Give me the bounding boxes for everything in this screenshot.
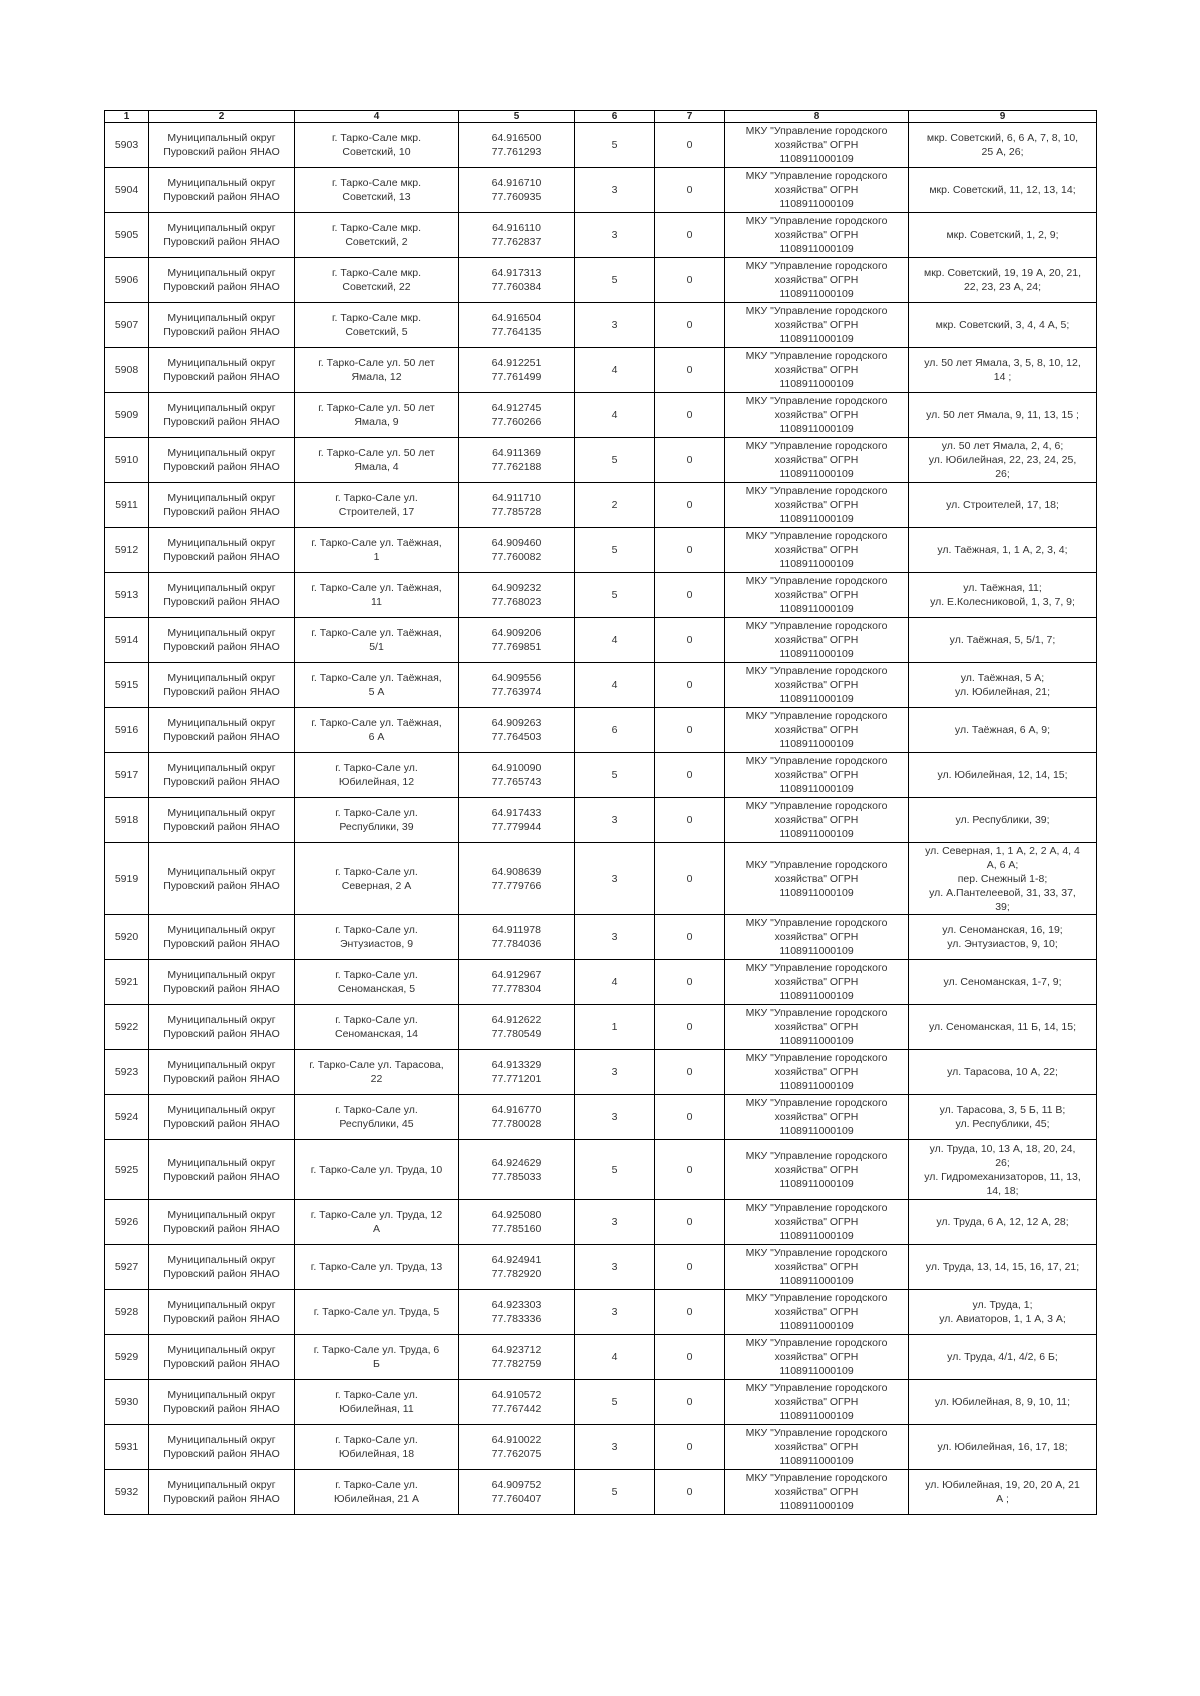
address-cell: г. Тарко-Сале ул. Республики, 39 bbox=[295, 798, 459, 843]
table-row bbox=[105, 1335, 1097, 1380]
registry-table bbox=[104, 110, 1097, 1515]
served-addresses-cell: ул. Северная, 1, 1 А, 2, 2 А, 4, 4 А, 6 А; пер. Снежный 1-8; ул. А.Пантелеевой, 31, 33, 37, 39; bbox=[909, 843, 1097, 915]
count-cell: 4 bbox=[575, 618, 655, 663]
volume-cell: 0 bbox=[655, 708, 725, 753]
volume-cell: 0 bbox=[655, 1380, 725, 1425]
row-number-cell: 5930 bbox=[105, 1380, 149, 1425]
served-addresses-cell: ул. Республики, 39; bbox=[909, 798, 1097, 843]
table-row bbox=[105, 123, 1097, 168]
district-cell: Муниципальный округ Пуровский район ЯНАО bbox=[149, 1005, 295, 1050]
address-cell: г. Тарко-Сале мкр. Советский, 5 bbox=[295, 303, 459, 348]
organization-cell: МКУ "Управление городского хозяйства" ОГРН 1108911000109 bbox=[725, 348, 909, 393]
district-cell: Муниципальный округ Пуровский район ЯНАО bbox=[149, 1335, 295, 1380]
coordinates-cell: 64.917313 77.760384 bbox=[459, 258, 575, 303]
address-cell: г. Тарко-Сале ул. Таёжная, 5 А bbox=[295, 663, 459, 708]
address-cell: г. Тарко-Сале ул. Таёжная, 5/1 bbox=[295, 618, 459, 663]
column-header: 9 bbox=[909, 111, 1097, 123]
organization-cell: МКУ "Управление городского хозяйства" ОГРН 1108911000109 bbox=[725, 1425, 909, 1470]
district-cell: Муниципальный округ Пуровский район ЯНАО bbox=[149, 708, 295, 753]
served-addresses-cell: ул. Таёжная, 11; ул. Е.Колесниковой, 1, 3, 7, 9; bbox=[909, 573, 1097, 618]
address-cell: г. Тарко-Сале ул. Энтузиастов, 9 bbox=[295, 915, 459, 960]
row-number-cell: 5908 bbox=[105, 348, 149, 393]
organization-cell: МКУ "Управление городского хозяйства" ОГРН 1108911000109 bbox=[725, 1050, 909, 1095]
volume-cell: 0 bbox=[655, 1245, 725, 1290]
served-addresses-cell: ул. Тарасова, 3, 5 Б, 11 В; ул. Республики, 45; bbox=[909, 1095, 1097, 1140]
count-cell: 3 bbox=[575, 798, 655, 843]
row-number-cell: 5924 bbox=[105, 1095, 149, 1140]
coordinates-cell: 64.912251 77.761499 bbox=[459, 348, 575, 393]
organization-cell: МКУ "Управление городского хозяйства" ОГРН 1108911000109 bbox=[725, 1095, 909, 1140]
count-cell: 1 bbox=[575, 1005, 655, 1050]
count-cell: 3 bbox=[575, 303, 655, 348]
coordinates-cell: 64.923712 77.782759 bbox=[459, 1335, 575, 1380]
volume-cell: 0 bbox=[655, 1050, 725, 1095]
row-number-cell: 5932 bbox=[105, 1470, 149, 1515]
volume-cell: 0 bbox=[655, 1425, 725, 1470]
volume-cell: 0 bbox=[655, 1140, 725, 1200]
volume-cell: 0 bbox=[655, 303, 725, 348]
organization-cell: МКУ "Управление городского хозяйства" ОГРН 1108911000109 bbox=[725, 528, 909, 573]
volume-cell: 0 bbox=[655, 348, 725, 393]
column-header: 6 bbox=[575, 111, 655, 123]
served-addresses-cell: мкр. Советский, 1, 2, 9; bbox=[909, 213, 1097, 258]
table-row bbox=[105, 915, 1097, 960]
row-number-cell: 5929 bbox=[105, 1335, 149, 1380]
organization-cell: МКУ "Управление городского хозяйства" ОГРН 1108911000109 bbox=[725, 213, 909, 258]
address-cell: г. Тарко-Сале ул. Республики, 45 bbox=[295, 1095, 459, 1140]
table-row bbox=[105, 1380, 1097, 1425]
address-cell: г. Тарко-Сале ул. Труда, 10 bbox=[295, 1140, 459, 1200]
coordinates-cell: 64.911710 77.785728 bbox=[459, 483, 575, 528]
organization-cell: МКУ "Управление городского хозяйства" ОГРН 1108911000109 bbox=[725, 1290, 909, 1335]
address-cell: г. Тарко-Сале ул. Юбилейная, 12 bbox=[295, 753, 459, 798]
coordinates-cell: 64.909460 77.760082 bbox=[459, 528, 575, 573]
coordinates-cell: 64.909556 77.763974 bbox=[459, 663, 575, 708]
coordinates-cell: 64.917433 77.779944 bbox=[459, 798, 575, 843]
served-addresses-cell: ул. 50 лет Ямала, 2, 4, 6; ул. Юбилейная, 22, 23, 24, 25, 26; bbox=[909, 438, 1097, 483]
organization-cell: МКУ "Управление городского хозяйства" ОГРН 1108911000109 bbox=[725, 123, 909, 168]
count-cell: 4 bbox=[575, 960, 655, 1005]
served-addresses-cell: ул. Таёжная, 1, 1 А, 2, 3, 4; bbox=[909, 528, 1097, 573]
volume-cell: 0 bbox=[655, 960, 725, 1005]
table-row bbox=[105, 438, 1097, 483]
served-addresses-cell: ул. Юбилейная, 19, 20, 20 А, 21 А ; bbox=[909, 1470, 1097, 1515]
count-cell: 6 bbox=[575, 708, 655, 753]
table-row bbox=[105, 1140, 1097, 1200]
organization-cell: МКУ "Управление городского хозяйства" ОГРН 1108911000109 bbox=[725, 843, 909, 915]
served-addresses-cell: ул. Таёжная, 5 А; ул. Юбилейная, 21; bbox=[909, 663, 1097, 708]
address-cell: г. Тарко-Сале ул. Труда, 13 bbox=[295, 1245, 459, 1290]
address-cell: г. Тарко-Сале мкр. Советский, 13 bbox=[295, 168, 459, 213]
coordinates-cell: 64.913329 77.771201 bbox=[459, 1050, 575, 1095]
column-header: 8 bbox=[725, 111, 909, 123]
organization-cell: МКУ "Управление городского хозяйства" ОГРН 1108911000109 bbox=[725, 1200, 909, 1245]
count-cell: 5 bbox=[575, 1470, 655, 1515]
served-addresses-cell: ул. 50 лет Ямала, 3, 5, 8, 10, 12, 14 ; bbox=[909, 348, 1097, 393]
address-cell: г. Тарко-Сале ул. Труда, 12 А bbox=[295, 1200, 459, 1245]
count-cell: 3 bbox=[575, 915, 655, 960]
organization-cell: МКУ "Управление городского хозяйства" ОГРН 1108911000109 bbox=[725, 1470, 909, 1515]
district-cell: Муниципальный округ Пуровский район ЯНАО bbox=[149, 753, 295, 798]
coordinates-cell: 64.910090 77.765743 bbox=[459, 753, 575, 798]
row-number-cell: 5912 bbox=[105, 528, 149, 573]
table-row bbox=[105, 213, 1097, 258]
coordinates-cell: 64.912967 77.778304 bbox=[459, 960, 575, 1005]
volume-cell: 0 bbox=[655, 483, 725, 528]
row-number-cell: 5913 bbox=[105, 573, 149, 618]
address-cell: г. Тарко-Сале ул. 50 лет Ямала, 9 bbox=[295, 393, 459, 438]
table-row bbox=[105, 1005, 1097, 1050]
volume-cell: 0 bbox=[655, 1005, 725, 1050]
volume-cell: 0 bbox=[655, 1290, 725, 1335]
coordinates-cell: 64.916110 77.762837 bbox=[459, 213, 575, 258]
table-row bbox=[105, 960, 1097, 1005]
organization-cell: МКУ "Управление городского хозяйства" ОГРН 1108911000109 bbox=[725, 663, 909, 708]
row-number-cell: 5921 bbox=[105, 960, 149, 1005]
district-cell: Муниципальный округ Пуровский район ЯНАО bbox=[149, 213, 295, 258]
row-number-cell: 5927 bbox=[105, 1245, 149, 1290]
district-cell: Муниципальный округ Пуровский район ЯНАО bbox=[149, 1245, 295, 1290]
count-cell: 4 bbox=[575, 1335, 655, 1380]
district-cell: Муниципальный округ Пуровский район ЯНАО bbox=[149, 960, 295, 1005]
district-cell: Муниципальный округ Пуровский район ЯНАО bbox=[149, 1095, 295, 1140]
row-number-cell: 5906 bbox=[105, 258, 149, 303]
district-cell: Муниципальный округ Пуровский район ЯНАО bbox=[149, 1425, 295, 1470]
row-number-cell: 5904 bbox=[105, 168, 149, 213]
column-header: 4 bbox=[295, 111, 459, 123]
served-addresses-cell: мкр. Советский, 19, 19 А, 20, 21, 22, 23, 23 А, 24; bbox=[909, 258, 1097, 303]
volume-cell: 0 bbox=[655, 1095, 725, 1140]
district-cell: Муниципальный округ Пуровский район ЯНАО bbox=[149, 1380, 295, 1425]
coordinates-cell: 64.925080 77.785160 bbox=[459, 1200, 575, 1245]
row-number-cell: 5909 bbox=[105, 393, 149, 438]
address-cell: г. Тарко-Сале ул. Юбилейная, 18 bbox=[295, 1425, 459, 1470]
coordinates-cell: 64.916500 77.761293 bbox=[459, 123, 575, 168]
address-cell: г. Тарко-Сале ул. Труда, 6 Б bbox=[295, 1335, 459, 1380]
organization-cell: МКУ "Управление городского хозяйства" ОГРН 1108911000109 bbox=[725, 618, 909, 663]
count-cell: 3 bbox=[575, 1200, 655, 1245]
column-header: 1 bbox=[105, 111, 149, 123]
table-row bbox=[105, 1200, 1097, 1245]
coordinates-cell: 64.916770 77.780028 bbox=[459, 1095, 575, 1140]
table-row bbox=[105, 303, 1097, 348]
district-cell: Муниципальный округ Пуровский район ЯНАО bbox=[149, 303, 295, 348]
table-row bbox=[105, 1095, 1097, 1140]
district-cell: Муниципальный округ Пуровский район ЯНАО bbox=[149, 393, 295, 438]
district-cell: Муниципальный округ Пуровский район ЯНАО bbox=[149, 528, 295, 573]
district-cell: Муниципальный округ Пуровский район ЯНАО bbox=[149, 573, 295, 618]
volume-cell: 0 bbox=[655, 1470, 725, 1515]
organization-cell: МКУ "Управление городского хозяйства" ОГРН 1108911000109 bbox=[725, 915, 909, 960]
district-cell: Муниципальный округ Пуровский район ЯНАО bbox=[149, 843, 295, 915]
volume-cell: 0 bbox=[655, 753, 725, 798]
coordinates-cell: 64.916710 77.760935 bbox=[459, 168, 575, 213]
count-cell: 5 bbox=[575, 1140, 655, 1200]
served-addresses-cell: мкр. Советский, 3, 4, 4 А, 5; bbox=[909, 303, 1097, 348]
address-cell: г. Тарко-Сале мкр. Советский, 10 bbox=[295, 123, 459, 168]
table-row bbox=[105, 843, 1097, 915]
address-cell: г. Тарко-Сале ул. Сеноманская, 14 bbox=[295, 1005, 459, 1050]
count-cell: 3 bbox=[575, 1095, 655, 1140]
volume-cell: 0 bbox=[655, 618, 725, 663]
organization-cell: МКУ "Управление городского хозяйства" ОГРН 1108911000109 bbox=[725, 798, 909, 843]
address-cell: г. Тарко-Сале ул. Таёжная, 11 bbox=[295, 573, 459, 618]
served-addresses-cell: ул. Юбилейная, 8, 9, 10, 11; bbox=[909, 1380, 1097, 1425]
district-cell: Муниципальный округ Пуровский район ЯНАО bbox=[149, 123, 295, 168]
column-header: 2 bbox=[149, 111, 295, 123]
count-cell: 4 bbox=[575, 663, 655, 708]
coordinates-cell: 64.911978 77.784036 bbox=[459, 915, 575, 960]
volume-cell: 0 bbox=[655, 915, 725, 960]
address-cell: г. Тарко-Сале ул. Сеноманская, 5 bbox=[295, 960, 459, 1005]
district-cell: Муниципальный округ Пуровский район ЯНАО bbox=[149, 1050, 295, 1095]
count-cell: 5 bbox=[575, 753, 655, 798]
row-number-cell: 5926 bbox=[105, 1200, 149, 1245]
row-number-cell: 5917 bbox=[105, 753, 149, 798]
row-number-cell: 5916 bbox=[105, 708, 149, 753]
served-addresses-cell: ул. Сеноманская, 11 Б, 14, 15; bbox=[909, 1005, 1097, 1050]
organization-cell: МКУ "Управление городского хозяйства" ОГРН 1108911000109 bbox=[725, 960, 909, 1005]
volume-cell: 0 bbox=[655, 573, 725, 618]
row-number-cell: 5905 bbox=[105, 213, 149, 258]
organization-cell: МКУ "Управление городского хозяйства" ОГРН 1108911000109 bbox=[725, 303, 909, 348]
organization-cell: МКУ "Управление городского хозяйства" ОГРН 1108911000109 bbox=[725, 1005, 909, 1050]
address-cell: г. Тарко-Сале ул. Юбилейная, 11 bbox=[295, 1380, 459, 1425]
served-addresses-cell: ул. Труда, 4/1, 4/2, 6 Б; bbox=[909, 1335, 1097, 1380]
volume-cell: 0 bbox=[655, 798, 725, 843]
served-addresses-cell: мкр. Советский, 6, 6 А, 7, 8, 10, 25 А, 26; bbox=[909, 123, 1097, 168]
table-row bbox=[105, 753, 1097, 798]
table-row bbox=[105, 393, 1097, 438]
served-addresses-cell: ул. Таёжная, 6 А, 9; bbox=[909, 708, 1097, 753]
table-row bbox=[105, 348, 1097, 393]
table-row bbox=[105, 483, 1097, 528]
address-cell: г. Тарко-Сале ул. Тарасова, 22 bbox=[295, 1050, 459, 1095]
count-cell: 3 bbox=[575, 1245, 655, 1290]
organization-cell: МКУ "Управление городского хозяйства" ОГРН 1108911000109 bbox=[725, 708, 909, 753]
volume-cell: 0 bbox=[655, 258, 725, 303]
served-addresses-cell: ул. Труда, 1; ул. Авиаторов, 1, 1 А, 3 А; bbox=[909, 1290, 1097, 1335]
volume-cell: 0 bbox=[655, 168, 725, 213]
district-cell: Муниципальный округ Пуровский район ЯНАО bbox=[149, 618, 295, 663]
address-cell: г. Тарко-Сале ул. Таёжная, 1 bbox=[295, 528, 459, 573]
table-row bbox=[105, 1050, 1097, 1095]
organization-cell: МКУ "Управление городского хозяйства" ОГРН 1108911000109 bbox=[725, 1245, 909, 1290]
count-cell: 3 bbox=[575, 1050, 655, 1095]
served-addresses-cell: ул. 50 лет Ямала, 9, 11, 13, 15 ; bbox=[909, 393, 1097, 438]
volume-cell: 0 bbox=[655, 213, 725, 258]
row-number-cell: 5923 bbox=[105, 1050, 149, 1095]
district-cell: Муниципальный округ Пуровский район ЯНАО bbox=[149, 438, 295, 483]
count-cell: 3 bbox=[575, 213, 655, 258]
count-cell: 5 bbox=[575, 1380, 655, 1425]
organization-cell: МКУ "Управление городского хозяйства" ОГРН 1108911000109 bbox=[725, 1335, 909, 1380]
row-number-cell: 5920 bbox=[105, 915, 149, 960]
row-number-cell: 5914 bbox=[105, 618, 149, 663]
count-cell: 5 bbox=[575, 438, 655, 483]
organization-cell: МКУ "Управление городского хозяйства" ОГРН 1108911000109 bbox=[725, 1380, 909, 1425]
column-header: 5 bbox=[459, 111, 575, 123]
volume-cell: 0 bbox=[655, 393, 725, 438]
coordinates-cell: 64.908639 77.779766 bbox=[459, 843, 575, 915]
address-cell: г. Тарко-Сале ул. 50 лет Ямала, 12 bbox=[295, 348, 459, 393]
row-number-cell: 5925 bbox=[105, 1140, 149, 1200]
address-cell: г. Тарко-Сале ул. Труда, 5 bbox=[295, 1290, 459, 1335]
coordinates-cell: 64.912745 77.760266 bbox=[459, 393, 575, 438]
row-number-cell: 5919 bbox=[105, 843, 149, 915]
row-number-cell: 5911 bbox=[105, 483, 149, 528]
served-addresses-cell: ул. Тарасова, 10 А, 22; bbox=[909, 1050, 1097, 1095]
served-addresses-cell: мкр. Советский, 11, 12, 13, 14; bbox=[909, 168, 1097, 213]
address-cell: г. Тарко-Сале мкр. Советский, 2 bbox=[295, 213, 459, 258]
table-row bbox=[105, 618, 1097, 663]
count-cell: 2 bbox=[575, 483, 655, 528]
organization-cell: МКУ "Управление городского хозяйства" ОГРН 1108911000109 bbox=[725, 438, 909, 483]
district-cell: Муниципальный округ Пуровский район ЯНАО bbox=[149, 1470, 295, 1515]
address-cell: г. Тарко-Сале мкр. Советский, 22 bbox=[295, 258, 459, 303]
coordinates-cell: 64.909263 77.764503 bbox=[459, 708, 575, 753]
district-cell: Муниципальный округ Пуровский район ЯНАО bbox=[149, 1290, 295, 1335]
address-cell: г. Тарко-Сале ул. Северная, 2 А bbox=[295, 843, 459, 915]
address-cell: г. Тарко-Сале ул. Строителей, 17 bbox=[295, 483, 459, 528]
table-row bbox=[105, 1245, 1097, 1290]
volume-cell: 0 bbox=[655, 123, 725, 168]
row-number-cell: 5903 bbox=[105, 123, 149, 168]
table-row bbox=[105, 708, 1097, 753]
row-number-cell: 5931 bbox=[105, 1425, 149, 1470]
served-addresses-cell: ул. Сеноманская, 1-7, 9; bbox=[909, 960, 1097, 1005]
served-addresses-cell: ул. Юбилейная, 16, 17, 18; bbox=[909, 1425, 1097, 1470]
table-row bbox=[105, 663, 1097, 708]
coordinates-cell: 64.924941 77.782920 bbox=[459, 1245, 575, 1290]
district-cell: Муниципальный округ Пуровский район ЯНАО bbox=[149, 483, 295, 528]
count-cell: 5 bbox=[575, 528, 655, 573]
coordinates-cell: 64.910572 77.767442 bbox=[459, 1380, 575, 1425]
table-row bbox=[105, 1290, 1097, 1335]
address-cell: г. Тарко-Сале ул. Таёжная, 6 А bbox=[295, 708, 459, 753]
count-cell: 3 bbox=[575, 1425, 655, 1470]
organization-cell: МКУ "Управление городского хозяйства" ОГРН 1108911000109 bbox=[725, 168, 909, 213]
served-addresses-cell: ул. Сеноманская, 16, 19; ул. Энтузиастов, 9, 10; bbox=[909, 915, 1097, 960]
served-addresses-cell: ул. Таёжная, 5, 5/1, 7; bbox=[909, 618, 1097, 663]
address-cell: г. Тарко-Сале ул. 50 лет Ямала, 4 bbox=[295, 438, 459, 483]
district-cell: Муниципальный округ Пуровский район ЯНАО bbox=[149, 258, 295, 303]
served-addresses-cell: ул. Труда, 6 А, 12, 12 А, 28; bbox=[909, 1200, 1097, 1245]
volume-cell: 0 bbox=[655, 1200, 725, 1245]
row-number-cell: 5918 bbox=[105, 798, 149, 843]
row-number-cell: 5907 bbox=[105, 303, 149, 348]
table-row bbox=[105, 1425, 1097, 1470]
served-addresses-cell: ул. Труда, 10, 13 А, 18, 20, 24, 26; ул. Гидромеханизаторов, 11, 13, 14, 18; bbox=[909, 1140, 1097, 1200]
count-cell: 4 bbox=[575, 393, 655, 438]
table-row bbox=[105, 528, 1097, 573]
count-cell: 4 bbox=[575, 348, 655, 393]
count-cell: 3 bbox=[575, 1290, 655, 1335]
served-addresses-cell: ул. Труда, 13, 14, 15, 16, 17, 21; bbox=[909, 1245, 1097, 1290]
district-cell: Муниципальный округ Пуровский район ЯНАО bbox=[149, 798, 295, 843]
coordinates-cell: 64.924629 77.785033 bbox=[459, 1140, 575, 1200]
district-cell: Муниципальный округ Пуровский район ЯНАО bbox=[149, 348, 295, 393]
coordinates-cell: 64.909752 77.760407 bbox=[459, 1470, 575, 1515]
coordinates-cell: 64.923303 77.783336 bbox=[459, 1290, 575, 1335]
served-addresses-cell: ул. Юбилейная, 12, 14, 15; bbox=[909, 753, 1097, 798]
district-cell: Муниципальный округ Пуровский район ЯНАО bbox=[149, 168, 295, 213]
organization-cell: МКУ "Управление городского хозяйства" ОГРН 1108911000109 bbox=[725, 573, 909, 618]
count-cell: 5 bbox=[575, 573, 655, 618]
volume-cell: 0 bbox=[655, 438, 725, 483]
organization-cell: МКУ "Управление городского хозяйства" ОГРН 1108911000109 bbox=[725, 258, 909, 303]
coordinates-cell: 64.916504 77.764135 bbox=[459, 303, 575, 348]
coordinates-cell: 64.909206 77.769851 bbox=[459, 618, 575, 663]
table-row bbox=[105, 573, 1097, 618]
header-row bbox=[105, 111, 1097, 123]
count-cell: 5 bbox=[575, 258, 655, 303]
district-cell: Муниципальный округ Пуровский район ЯНАО bbox=[149, 663, 295, 708]
row-number-cell: 5915 bbox=[105, 663, 149, 708]
district-cell: Муниципальный округ Пуровский район ЯНАО bbox=[149, 1140, 295, 1200]
district-cell: Муниципальный округ Пуровский район ЯНАО bbox=[149, 1200, 295, 1245]
row-number-cell: 5910 bbox=[105, 438, 149, 483]
organization-cell: МКУ "Управление городского хозяйства" ОГРН 1108911000109 bbox=[725, 393, 909, 438]
coordinates-cell: 64.911369 77.762188 bbox=[459, 438, 575, 483]
count-cell: 3 bbox=[575, 843, 655, 915]
count-cell: 5 bbox=[575, 123, 655, 168]
coordinates-cell: 64.909232 77.768023 bbox=[459, 573, 575, 618]
column-header: 7 bbox=[655, 111, 725, 123]
coordinates-cell: 64.910022 77.762075 bbox=[459, 1425, 575, 1470]
count-cell: 3 bbox=[575, 168, 655, 213]
row-number-cell: 5928 bbox=[105, 1290, 149, 1335]
table-row bbox=[105, 168, 1097, 213]
organization-cell: МКУ "Управление городского хозяйства" ОГРН 1108911000109 bbox=[725, 1140, 909, 1200]
organization-cell: МКУ "Управление городского хозяйства" ОГРН 1108911000109 bbox=[725, 753, 909, 798]
table-row bbox=[105, 798, 1097, 843]
address-cell: г. Тарко-Сале ул. Юбилейная, 21 А bbox=[295, 1470, 459, 1515]
volume-cell: 0 bbox=[655, 663, 725, 708]
row-number-cell: 5922 bbox=[105, 1005, 149, 1050]
district-cell: Муниципальный округ Пуровский район ЯНАО bbox=[149, 915, 295, 960]
volume-cell: 0 bbox=[655, 1335, 725, 1380]
table-row bbox=[105, 258, 1097, 303]
organization-cell: МКУ "Управление городского хозяйства" ОГРН 1108911000109 bbox=[725, 483, 909, 528]
table-row bbox=[105, 1470, 1097, 1515]
volume-cell: 0 bbox=[655, 528, 725, 573]
served-addresses-cell: ул. Строителей, 17, 18; bbox=[909, 483, 1097, 528]
volume-cell: 0 bbox=[655, 843, 725, 915]
coordinates-cell: 64.912622 77.780549 bbox=[459, 1005, 575, 1050]
